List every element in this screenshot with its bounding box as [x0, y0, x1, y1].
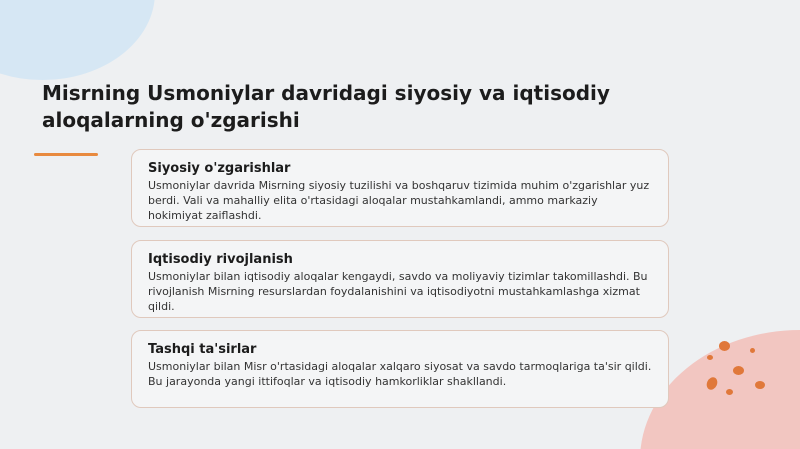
decorative-dot [733, 366, 744, 375]
card-body: Usmoniylar bilan iqtisodiy aloqalar kengaydi, savdo va moliyaviy tizimlar takomillashdi. Bu rivojlanish Misrning resurslardan foydalanishini va iqtisodiyotni mustahkamlashga xizmat qildi. [148, 270, 648, 313]
card-body: Usmoniylar davrida Misrning siyosiy tuzilishi va boshqaruv tizimida muhim o'zgarishlar yuz berdi. Vali va mahalliy elita o'rtasidagi aloqalar mustahkamlandi, ammo markaziy hokimiyat zaiflashdi. [148, 179, 650, 222]
card-external-influences [131, 330, 669, 408]
decorative-dot [750, 348, 755, 353]
decorative-dot [719, 341, 730, 351]
card-heading: Tashqi ta'sirlar [148, 342, 257, 357]
card-body: Usmoniylar bilan Misr o'rtasidagi aloqalar xalqaro siyosat va savdo tarmoqlariga ta'sir qildi. Bu jarayonda yangi ittifoqlar va iqtisodiy hamkorliklar shakllandi. [148, 360, 652, 388]
title-underline [34, 153, 98, 156]
slide-title: Misrning Usmoniylar davridagi siyosiy va iqtisodiy aloqalarning o'zgarishi [42, 81, 610, 132]
card-heading: Siyosiy o'zgarishlar [148, 161, 291, 176]
decorative-dot [707, 355, 713, 360]
card-political-changes [131, 149, 669, 227]
card-heading: Iqtisodiy rivojlanish [148, 252, 293, 267]
decorative-blue-blob [0, 0, 155, 80]
decorative-dot [755, 381, 765, 389]
decorative-dot [726, 389, 733, 395]
card-economic-development [131, 240, 669, 318]
